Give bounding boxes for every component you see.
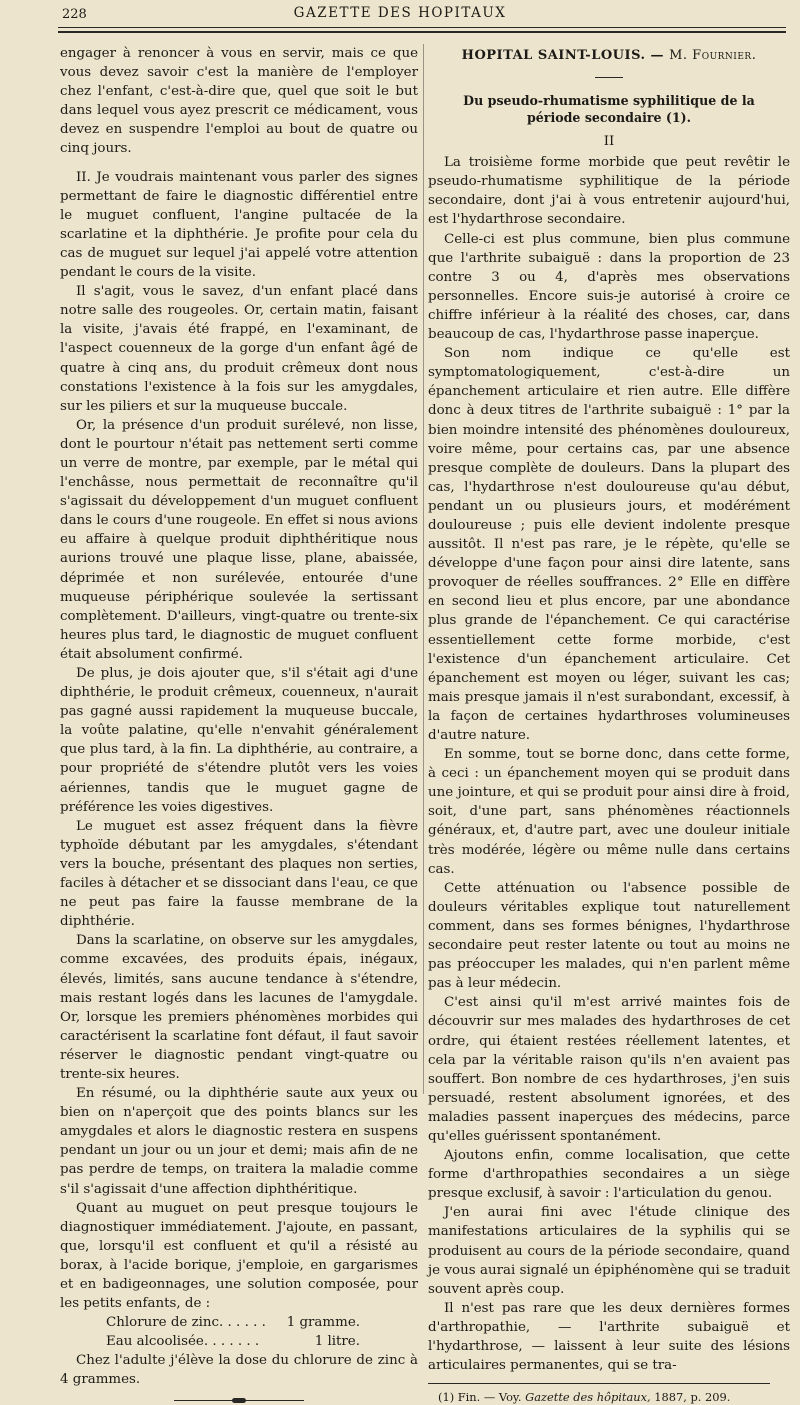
formula-quantity: 1 gramme.: [286, 1315, 360, 1331]
paragraph: J'en aurai fini avec l'étude clinique des manifestations articulaires de la syphilis qui se produisent au cours de la période secondaire, quand je vous aurai signalé un épiphénomène qui se traduit souvent après coup.: [428, 1205, 790, 1297]
footnote-prefix: (1) Fin. — Voy.: [438, 1390, 522, 1405]
running-title: GAZETTE DES HOPITAUX: [293, 5, 507, 21]
formula-quantity: 1 litre.: [314, 1334, 360, 1350]
paragraph: De plus, je dois ajouter que, s'il s'était agi d'une diphthérie, le produit crêmeux, couenneux, n'aurait pas gagné aussi rapidement la muqueuse buccale, la voûte palatine, qu'elle n'envahit généralement que plus tard, à la fin. La diphthérie, au contraire, a pour propriété de s'étendre plutôt vers les voies aériennes, tandis que le muguet gagne de préférence les voies digestives.: [60, 666, 418, 815]
page-header: [0, 0, 800, 40]
paragraph: En somme, tout se borne donc, dans cette forme, à ceci : un épanchement moyen qui se produit dans une jointure, et qui se produit pour ainsi dire à froid, soit, d'une part, sans phénomènes réactionnels généraux, et, d'autre part, avec une douleur initiale très modérée, légère ou même nulle dans certains cas.: [428, 747, 790, 877]
formula-line: [60, 1332, 418, 1351]
paragraph: En résumé, ou la diphthérie saute aux yeux ou bien on n'aperçoit que des points blancs sur les amygdales et alors le diagnostic restera en suspens pendant un jour ou un jour et demi; mais afin de ne pas perdre de temps, on traitera la maladie comme s'il s'agissait d'une affection diphthéritique.: [60, 1086, 418, 1197]
paragraph: Chez l'adulte j'élève la dose du chlorure de zinc à 4 grammes.: [60, 1353, 418, 1388]
end-ornament: [174, 1400, 304, 1401]
paragraph: Son nom indique ce qu'elle est symptomatologiquement, c'est-à-dire un épanchement articulaire et rien autre. Elle diffère donc à deux titres de l'arthrite subaiguë : 1° par la bien moindre intensité des phénomènes douloureux, voire même, pour certains cas, par une absence presque complète de douleurs. Dans la plupart des cas, l'hydarthrose n'est douloureuse qu'au début, pendant un ou plusieurs jours, et modérément douloureuse ; puis elle devient indolente presque aussitôt. Il n'est pas rare, je le répète, qu'elle se développe d'une façon pour ainsi dire latente, sans provoquer de réelles souffrances. 2° Elle en diffère en second lieu et plus encore, par une abondance plus grande de l'épanchement. Ce qui caractérise essentiellement cette forme morbide, c'est l'existence d'un épanchement articulaire. Cet épanchement est moyen ou léger, suivant les cas; mais presque jamais il n'est surabondant, excessif, à la façon de certaines hydarthroses volumineuses d'autre nature.: [428, 346, 790, 743]
paragraph: Quant au muguet on peut presque toujours le diagnostiquer immédiatement. J'ajoute, en passant, que, lorsqu'il est confluent et qu'il a résisté au borax, à l'acide borique, j'emploie, en gargarismes et en badigeonnages, une solution composée, pour les petits enfants, de :: [60, 1200, 418, 1312]
formula-line: [60, 1313, 418, 1332]
paragraph: Dans la scarlatine, on observe sur les amygdales, comme excavées, des produits épais, inégaux, élevés, limités, sans aucune tendance à s'étendre, mais restant logés dans les lacunes de l'amygdale. Or, lorsque les premiers phénomènes morbides qui caractérisent la scarlatine font défaut, il faut savoir réserver le diagnostic pendant vingt-quatre ou trente-six heures.: [60, 933, 418, 1082]
right-column: [428, 44, 790, 1405]
footnote: [428, 1390, 790, 1405]
left-column: [60, 44, 418, 1401]
paragraph: Celle-ci est plus commune, bien plus commune que l'arthrite subaiguë : dans la proportion de 23 contre 3 ou 4, d'après mes observations personnelles. Encore suis-je autorisé à croire ce chiffre inférieur à la réalité des choses, car, dans beaucoup de cas, l'hydarthrose passe inaperçue.: [428, 231, 790, 343]
formula-ingredient: Eau alcoolisée. . . . . . .: [106, 1334, 260, 1350]
footnote-rule: [428, 1383, 770, 1384]
header-rule-thick: [58, 31, 786, 33]
paragraph: Il s'agit, vous le savez, d'un enfant placé dans notre salle des rougeoles. Or, certain matin, faisant la visite, j'avais été frappé, en l'examinant, de l'aspect couenneux de la gorge d'un enfant âgé de quatre à cinq ans, du produit crêmeux dont nous constations l'existence à la fois sur les amygdales, sur les piliers et sur la muqueuse buccale.: [60, 284, 418, 414]
formula-ingredient: Chlorure de zinc. . . . . .: [106, 1315, 266, 1331]
paragraph: Cette atténuation ou l'absence possible de douleurs véritables explique tout naturellement comment, dans ses formes bénignes, l'hydarthrose secondaire peut rester latente ou tout au moins ne pas préoccuper les malades, qui n'en parlent même pas à leur médecin.: [428, 880, 790, 992]
hospital-heading: [428, 46, 790, 65]
page-number: 228: [62, 7, 87, 22]
paragraph: Or, la présence d'un produit surélevé, non lisse, dont le pourtour n'était pas nettement serti comme un verre de montre, par exemple, par le métal qui l'enchâsse, nous permettait de reconnaître qu'il s'agissait du développement d'un muguet confluent dans le cours d'une rougeole. En effet si nous avions eu affaire à quelque produit diphthéritique nous aurions trouvé une plaque lisse, plane, abaissée, déprimée et non surélevée, entourée d'une muqueuse périphérique soulevée la sertissant complètement. D'ailleurs, vingt-quatre ou trente-six heures plus tard, le diagnostic de muguet confluent était absolument confirmé.: [60, 417, 418, 662]
footnote-journal: Gazette des hôpitaux,: [525, 1390, 651, 1405]
short-rule: [595, 77, 623, 78]
column-divider: [423, 44, 424, 1094]
header-rule: [58, 27, 786, 28]
paragraph: C'est ainsi qu'il m'est arrivé maintes fois de découvrir sur mes malades des hydarthroses de cet ordre, qui étaient restées réellement latentes, et cela par la véritable raison qu'ils n'en avaient pas souffert. Bon nombre de ces hydarthroses, j'en suis persuadé, restent absolument ignorées, et des maladies passent inaperçues des médecins, parce qu'elles guérissent spontanément.: [428, 995, 790, 1144]
paragraph: Il n'est pas rare que les deux dernières formes d'arthropathie, — l'arthrite subaiguë et l'hydarthrose, — laissent à leur suite des lésions articulaires permanentes, qui se tra-: [428, 1300, 790, 1374]
paragraph: engager à renoncer à vous en servir, mais ce que vous devez savoir c'est la manière de l'employer chez l'enfant, c'est-à-dire que, quel que soit le but dans lequel vous ayez prescrit ce médicament, vous devez en suspendre l'emploi au bout de quatre ou cinq jours.: [60, 46, 418, 157]
paragraph: La troisième forme morbide que peut revêtir le pseudo-rhumatisme syphilitique de la période secondaire, dont j'ai à vous entretenir aujourd'hui, est l'hydarthrose secondaire.: [428, 155, 790, 228]
paragraph: Ajoutons enfin, comme localisation, que cette forme d'arthropathies secondaires a un siège presque exclusif, à savoir : l'articulation du genou.: [428, 1148, 790, 1202]
hospital-name: HOPITAL SAINT-LOUIS. —: [461, 48, 665, 63]
paragraph: Le muguet est assez fréquent dans la fièvre typhoïde débutant par les amygdales, s'étendant vers la bouche, présentant des plaques non serties, faciles à détacher et se dissociant dans l'eau, ce que ne peut pas faire la fausse membrane de la diphthérie.: [60, 818, 418, 930]
paragraph: II. Je voudrais maintenant vous parler des signes permettant de faire le diagnostic différentiel entre le muguet confluent, l'angine pultacée de la scarlatine et la diphthérie. Je profite pour cela du cas de muguet sur lequel j'ai appelé votre attention pendant le cours de la visite.: [60, 169, 418, 281]
article-title: Du pseudo-rhumatisme syphilitique de la période secondaire (1).: [463, 93, 755, 126]
footnote-suffix: 1887, p. 209.: [654, 1390, 731, 1405]
section-number: II: [603, 134, 615, 150]
author-name: M. Fournier.: [669, 48, 757, 63]
